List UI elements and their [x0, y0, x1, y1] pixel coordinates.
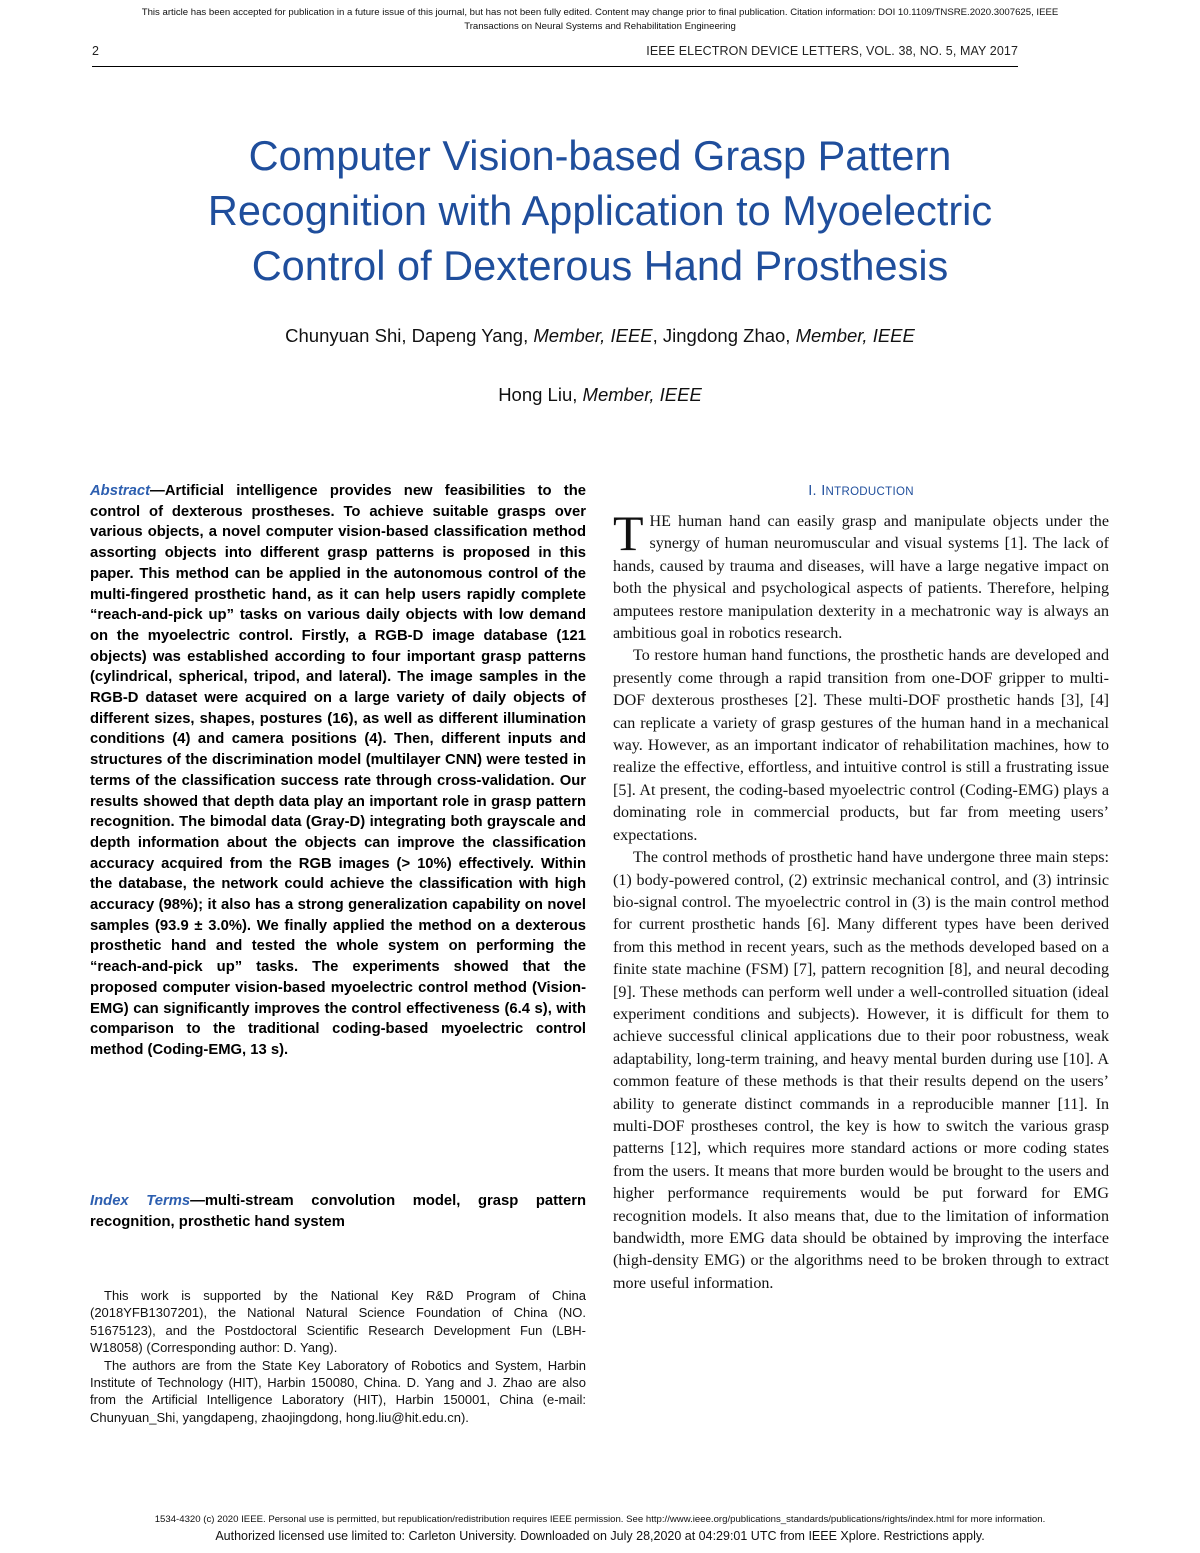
- intro-paragraph-3: The control methods of prosthetic hand have undergone three main steps: (1) body-powered control, (2) extrinsic mechanical control, and (3) intrinsic bio-signal control. The myoelectric control in (3) is the main control method for current prosthetic hands [6]. Many different types have been derived from this method in recent years, such as the methods developed based on a finite state machine (FSM) [7], pattern recognition [8], and neural decoding [9]. These methods can perform well under a well-controlled situation (ideal experiment conditions and subjects). However, it is difficult for them to achieve successful clinical applications due to their poor robustness, weak adaptability, long-term training, and heavy mental burden during use [10]. A common feature of these methods is that their results depend on the users’ ability to generate distinct commands in a reproducible manner [11]. In multi-DOF prostheses control, the key is how to switch the various grasp patterns [12], which requires more standard actions or more coding states from the users. It means that more burden would be brought to the users and higher performance requirements would be put forward for EMG recognition models. It also means that, due to the limitation of information bandwidth, more EMG data should be obtained by improving the interface (high-density EMG) or the algorithms need to be broken through to extract more useful information.: [613, 849, 1109, 1292]
- author-names-2: , Jingdong Zhao,: [652, 325, 796, 346]
- author-names-3: Hong Liu,: [498, 384, 583, 405]
- index-terms-text: —multi-stream convolution model, grasp pattern recognition, prosthetic hand system: [90, 1193, 586, 1230]
- authors-line-1: [100, 325, 1100, 347]
- index-terms-label: Index Terms: [90, 1193, 191, 1209]
- section-title-rest: NTRODUCTION: [825, 486, 914, 498]
- section-numeral: I.: [808, 483, 822, 499]
- abstract-label: Abstract: [90, 483, 151, 499]
- footnote-funding: This work is supported by the National Key R&D Program of China (2018YFB1307201), the National Natural Science Foundation of China (NO. 51675123), and the Postdoctoral Scientific Research Development Fun (LBH-W18058) (Corresponding author: D. Yang).: [90, 1288, 586, 1356]
- footnote: [90, 1287, 586, 1426]
- acceptance-notice-line2: Transactions on Neural Systems and Rehabilitation Engineering: [464, 21, 736, 32]
- section-heading-introduction: [613, 483, 1109, 499]
- section-first-letter: I: [821, 483, 826, 499]
- author-membership-2: Member, IEEE: [795, 325, 915, 346]
- page-number: 2: [92, 44, 99, 58]
- acceptance-notice: [30, 6, 1170, 34]
- author-names-1: Chunyuan Shi, Dapeng Yang,: [285, 325, 534, 346]
- authorized-use-notice: Authorized licensed use limited to: Carleton University. Downloaded on July 28,2020 at 04:29:01 UTC from IEEE Xplore. Restrictions apply.: [215, 1529, 985, 1543]
- title-line-1: Computer Vision-based Grasp Pattern: [248, 132, 952, 179]
- intro-paragraph-1: [613, 505, 1109, 645]
- copyright-notice: 1534-4320 (c) 2020 IEEE. Personal use is permitted, but republication/redistribution requires IEEE permission. See http://www.ieee.org/publications_standards/publications/rights/index.html for more information.: [154, 1514, 1046, 1525]
- abstract-text: —Artificial intelligence provides new feasibilities to the control of dexterous prostheses. To achieve suitable grasps over various objects, a novel computer vision-based classification method assorting objects into different grasp patterns is proposed in this paper. This method can be applied in the autonomous control of the multi-fingered prosthetic hand, as it can help users rapidly complete “reach-and-pick up” tasks on various daily objects with low demand on the myoelectric control. Firstly, a RGB-D image database (121 objects) was established according to four important grasp patterns (cylindrical, spherical, tripod, and lateral). The image samples in the RGB-D dataset were acquired on a large variety of daily objects of different sizes, shapes, postures (16), as well as different illumination conditions (4) and camera positions (4). Then, different inputs and structures of the discrimination model (multilayer CNN) were tested in terms of the classification success rate through cross-validation. Our results showed that depth data play an important role in grasp pattern recognition. The bimodal data (Gray-D) integrating both grayscale and depth information about the objects can improve the classification accuracy acquired from the RGB images (> 10%) effectively. Within the database, the network could achieve the classification with high accuracy (98%); it also has a strong generalization capability on novel samples (93.9 ± 3.0%). We finally applied the method on a dexterous prosthetic hand and tested the whole system on performing the “reach-and-pick up” tasks. The experiments showed that the proposed computer vision-based myoelectric control method (Vision-EMG) can significantly improves the control effectiveness (6.4 s), with comparison to the traditional coding-based myoelectric control method (Coding-EMG, 13 s).: [90, 483, 586, 1058]
- journal-name: IEEE ELECTRON DEVICE LETTERS, VOL. 38, NO. 5, MAY 2017: [646, 44, 1018, 58]
- authors-line-2: [100, 384, 1100, 406]
- intro-paragraph-1-text: HE human hand can easily grasp and manipulate objects under the synergy of human neuromuscular and visual systems [1]. The lack of hands, caused by trauma and diseases, will have a large negative impact on both the physical and psychological aspects of patients. Therefore, helping amputees restore manipulation dexterity in a mechatronic way is always an ambitious goal in robotics research.: [613, 513, 1109, 643]
- author-membership-1: Member, IEEE: [533, 325, 653, 346]
- intro-paragraph-2: To restore human hand functions, the prosthetic hands are developed and presently come through a rapid transition from one-DOF gripper to multi-DOF dexterous prostheses [2]. These multi-DOF prosthetic hands [3], [4] can replicate a variety of grasp gestures of the human hand in a mechanical way. However, as an important indicator of rehabilitation machines, how to realize the effective, effortless, and intuitive control is still a frustrating issue [5]. At present, the coding-based myoelectric control (Coding-EMG) plays a dominating role in commercial products, but far from meeting users’ expectations.: [613, 647, 1109, 844]
- header-rule: [92, 66, 1018, 67]
- abstract: [90, 481, 586, 1061]
- index-terms: [90, 1191, 586, 1232]
- title-line-3: Control of Dexterous Hand Prosthesis: [251, 242, 949, 289]
- footnote-affiliations: The authors are from the State Key Laboratory of Robotics and System, Harbin Institute of Technology (HIT), Harbin 150080, China. D. Yang and J. Zhao are also from the Artificial Intelligence Laboratory (HIT), Harbin 150001, China (e-mail: Chunyuan_Shi, yangdapeng, zhaojingdong, hong.liu@hit.edu.cn).: [90, 1357, 586, 1425]
- author-membership-3: Member, IEEE: [582, 384, 702, 405]
- introduction-body: [613, 505, 1109, 1295]
- title-line-2: Recognition with Application to Myoelectric: [207, 187, 993, 234]
- acceptance-notice-line1: This article has been accepted for publication in a future issue of this journal, but has not been fully edited. Content may change prior to final publication. Citation information: DOI 10.1109/TNSRE.2020.3007625, IEEE: [141, 7, 1059, 18]
- drop-cap: T: [613, 505, 644, 561]
- paper-title: [100, 128, 1100, 293]
- running-header: [92, 44, 1018, 62]
